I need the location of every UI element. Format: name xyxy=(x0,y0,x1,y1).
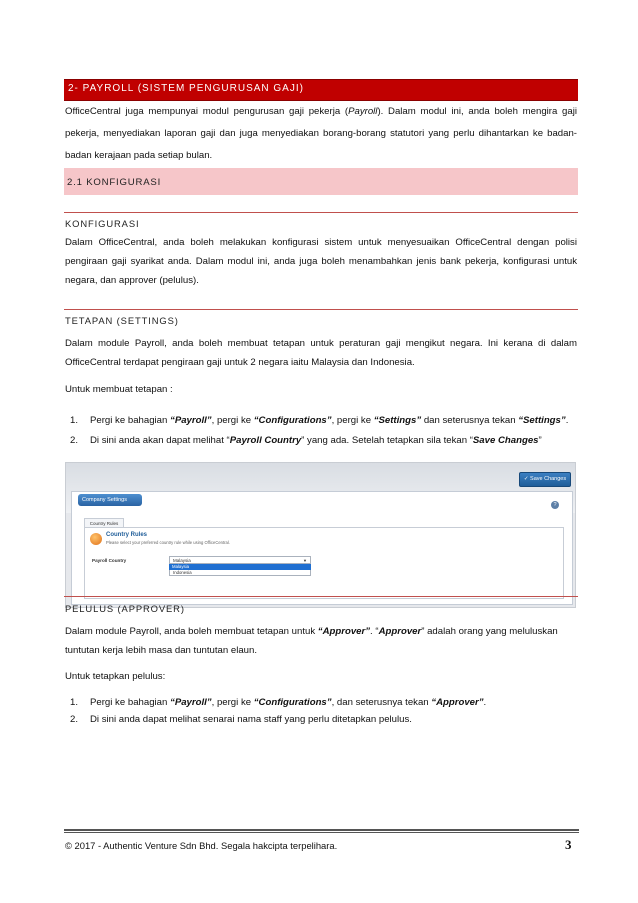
step-bold-configurations: “Configurations” xyxy=(253,697,332,708)
select-value: Malaysia xyxy=(173,558,191,563)
footer-rule xyxy=(64,832,579,833)
list-number: 1. xyxy=(70,697,79,708)
step-bold-approver: “Approver” xyxy=(431,697,484,708)
divider xyxy=(64,596,578,597)
footer-rule xyxy=(64,829,579,831)
payroll-country-select[interactable] xyxy=(169,556,311,564)
konfigurasi-body: Dalam OfficeCentral, anda boleh melakukan konfigurasi sistem untuk menyesuaikan OfficeCentral dengan polisi pengiraan gaji syarikat anda. Dalam modul ini, anda juga boleh menambahkan jenis bank pekerja, konfigurasi untuk negara, dan approver (pelulus). xyxy=(65,237,577,286)
info-icon xyxy=(90,533,102,545)
list-number: 2. xyxy=(70,435,79,446)
intro-text-pre: OfficeCentral juga mempunyai modul pengurusan gaji pekerja ( xyxy=(65,106,349,117)
step-bold-payroll-country: Payroll Country xyxy=(229,435,302,446)
country-rules-title: Country Rules xyxy=(106,532,148,538)
country-rules-subtitle: Please select your preferred country rule while using OfficeCentral. xyxy=(106,540,230,545)
list-item xyxy=(70,434,585,447)
settings-screenshot xyxy=(65,462,576,608)
step-bold-payroll: “Payroll” xyxy=(170,697,212,708)
list-item xyxy=(70,713,585,726)
divider xyxy=(64,212,578,213)
pelulus-title: PELULUS (APPROVER) xyxy=(65,603,185,614)
intro-paragraph xyxy=(65,101,577,167)
konfigurasi-title: KONFIGURASI xyxy=(65,218,140,229)
subsection-heading-bar xyxy=(64,168,578,195)
step-text: , dan seterusnya tekan xyxy=(331,697,432,708)
step-bold-save-changes: Save Changes xyxy=(472,435,539,446)
step-text: Di sini anda dapat melihat senarai nama staff yang perlu ditetapkan pelulus. xyxy=(90,714,412,725)
country-rules-tab[interactable]: Country Rules xyxy=(84,518,124,528)
intro-text-post: ). Dalam modul ini, anda boleh mengira gaji pekerja, menyediakan laporan gaji dan juga menyediakan borang-borang statutori yang perlu dihantarkan ke badan-badan kerajaan pada setiap bulan. xyxy=(65,106,577,161)
list-number: 1. xyxy=(70,415,79,426)
country-rules-box xyxy=(84,527,564,599)
step-text: . xyxy=(565,415,569,426)
pelulus-bold-approver: “Approver” xyxy=(317,626,371,637)
step-text: dan seterusnya tekan xyxy=(421,415,519,426)
tetapan-title: TETAPAN (SETTINGS) xyxy=(65,315,179,326)
step-text: , pergi ke xyxy=(211,697,254,708)
pelulus-text: ” adalah orang yang meluluskan tuntutan kerja lebih masa dan tuntutan elaun. xyxy=(65,626,558,656)
option-malaysia[interactable]: Malaysia xyxy=(169,564,311,570)
step-text: , pergi ke xyxy=(331,415,374,426)
section-heading-bar xyxy=(64,79,578,101)
tetapan-steps-intro: Untuk membuat tetapan : xyxy=(65,384,173,395)
tetapan-body: Dalam module Payroll, anda boleh membuat tetapan untuk peraturan gaji mengikut negara. Ini kerana di dalam OfficeCentral terdapat pengiraan gaji untuk 2 negara iaitu Malaysia dan Indonesia. xyxy=(65,338,577,368)
step-bold-payroll: “Payroll” xyxy=(170,415,212,426)
list-item xyxy=(70,414,585,427)
list-number: 2. xyxy=(70,714,79,725)
section-heading: 2- PAYROLL (SISTEM PENGURUSAN GAJI) xyxy=(68,83,304,94)
pelulus-body xyxy=(65,622,577,660)
pelulus-text: . “ xyxy=(370,626,379,637)
pelulus-bold-approver: Approver xyxy=(378,626,422,637)
step-text: Di sini anda akan dapat melihat “ xyxy=(90,435,230,446)
list-item xyxy=(70,696,585,709)
step-text: . xyxy=(483,697,487,708)
save-changes-button[interactable]: ✓ Save Changes xyxy=(519,472,571,487)
divider xyxy=(64,309,578,310)
company-settings-tab[interactable]: Company Settings xyxy=(78,494,142,506)
payroll-country-label: Payroll Country xyxy=(92,558,127,563)
step-text: Pergi ke bahagian xyxy=(90,697,171,708)
page-number: 3 xyxy=(565,837,572,852)
step-bold-configurations: “Configurations” xyxy=(253,415,332,426)
pelulus-steps-intro: Untuk tetapkan pelulus: xyxy=(65,671,166,682)
step-text: Pergi ke bahagian xyxy=(90,415,171,426)
footer-copyright: © 2017 - Authentic Venture Sdn Bhd. Segala hakcipta terpelihara. xyxy=(65,840,338,851)
pelulus-text: Dalam module Payroll, anda boleh membuat tetapan untuk xyxy=(65,626,318,637)
help-icon[interactable]: ? xyxy=(551,501,559,509)
chevron-down-icon: ▼ xyxy=(303,558,307,563)
intro-payroll-term: Payroll xyxy=(348,106,378,117)
step-text: ” xyxy=(538,435,542,446)
step-bold-settings: “Settings” xyxy=(518,415,566,426)
step-text: ” yang ada. Setelah tetapkan sila tekan “ xyxy=(301,435,473,446)
step-text: , pergi ke xyxy=(211,415,254,426)
step-bold-settings: “Settings” xyxy=(373,415,422,426)
option-indonesia[interactable]: Indonesia xyxy=(169,570,311,576)
subsection-heading: 2.1 KONFIGURASI xyxy=(67,177,162,188)
